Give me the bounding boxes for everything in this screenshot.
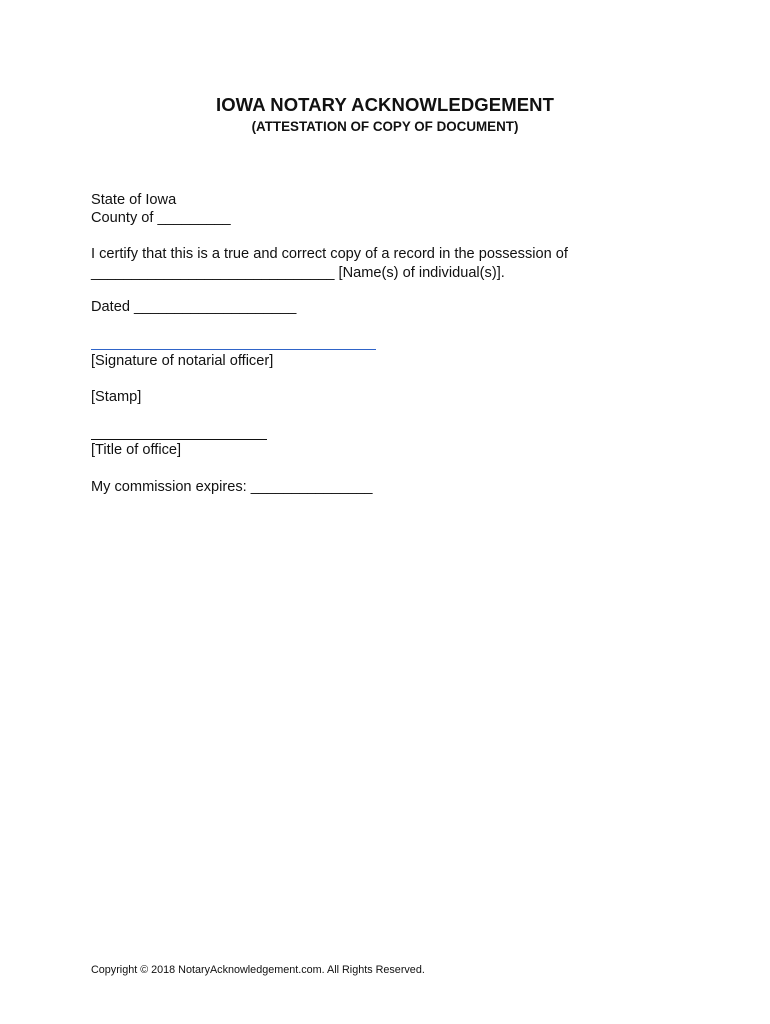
title-of-office-label: [Title of office]: [91, 442, 182, 458]
copyright-footer: Copyright © 2018 NotaryAcknowledgement.com. All Rights Reserved.: [91, 964, 425, 976]
dated-line: Dated ____________________: [91, 299, 297, 315]
signature-label: [Signature of notarial officer]: [91, 353, 274, 369]
document-title: IOWA NOTARY ACKNOWLEDGEMENT: [215, 94, 555, 115]
document-subtitle: (ATTESTATION OF COPY OF DOCUMENT): [251, 119, 519, 134]
title-of-office-rule: [91, 439, 267, 440]
signature-rule: [91, 349, 376, 350]
certify-line-2: ______________________________ [Name(s) of individual(s)].: [91, 265, 505, 281]
stamp-label: [Stamp]: [91, 389, 142, 405]
certify-line-1: I certify that this is a true and correct copy of a record in the possession of: [91, 246, 568, 262]
state-line: State of Iowa: [91, 192, 177, 208]
county-line: County of _________: [91, 210, 231, 226]
commission-line: My commission expires: _______________: [91, 479, 373, 495]
